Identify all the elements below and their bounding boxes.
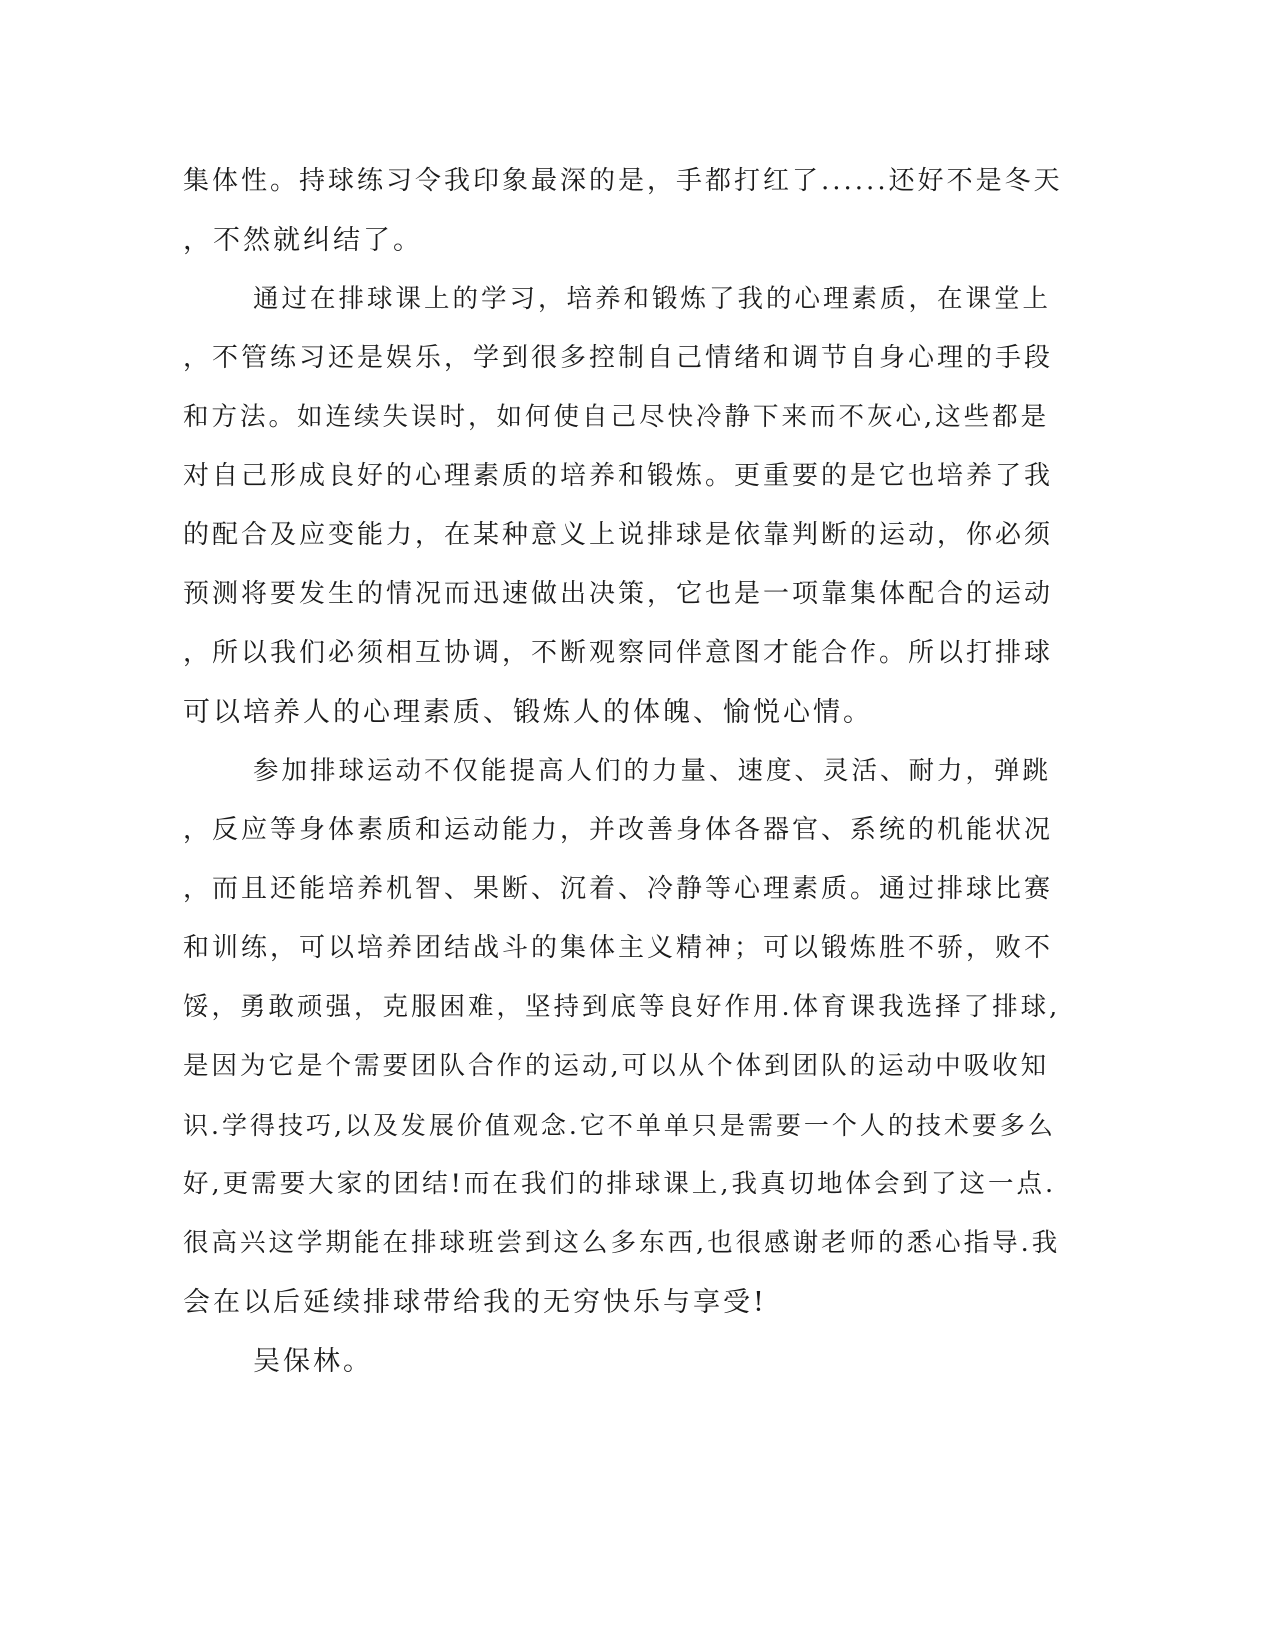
text-line: 会在以后延续排球带给我的无穷快乐与享受!	[183, 1287, 767, 1318]
text-line: 对自己形成良好的心理素质的培养和锻炼。更重要的是它也培养了我	[183, 461, 1054, 491]
text-line: 的配合及应变能力，在某种意义上说排球是依靠判断的运动，你必须	[183, 520, 1054, 550]
text-line: 好,更需要大家的团结!而在我们的排球课上,我真切地体会到了这一点.	[183, 1169, 1057, 1199]
text-line: 通过在排球课上的学习，培养和锻炼了我的心理素质，在课堂上	[253, 284, 1052, 314]
text-line: 和方法。如连续失误时，如何使自己尽快冷静下来而不灰心,这些都是	[183, 402, 1050, 432]
text-line: ，反应等身体素质和运动能力，并改善身体各器官、系统的机能状况	[183, 815, 1054, 845]
text-line: ，不管练习还是娱乐，学到很多控制自己情绪和调节自身心理的手段	[183, 343, 1054, 373]
text-line: 可以培养人的心理素质、锻炼人的体魄、愉悦心情。	[183, 697, 873, 728]
text-line: 很高兴这学期能在排球班尝到这么多东西,也很感谢老师的悉心指导.我	[183, 1228, 1061, 1258]
text-line: 是因为它是个需要团队合作的运动,可以从个体到团队的运动中吸收知	[183, 1051, 1050, 1081]
text-line: 识.学得技巧,以及发展价值观念.它不单单只是需要一个人的技术要多么	[183, 1111, 1056, 1140]
text-line: ，所以我们必须相互协调，不断观察同伴意图才能合作。所以打排球	[183, 638, 1054, 668]
document-body	[183, 152, 1063, 1391]
text-line: 集体性。持球练习令我印象最深的是，手都打红了......还好不是冬天	[183, 166, 1063, 196]
author-signature: 吴保林。	[253, 1346, 373, 1377]
text-line: ，而且还能培养机智、果断、沉着、冷静等心理素质。通过排球比赛	[183, 874, 1054, 904]
text-line: 预测将要发生的情况而迅速做出决策，它也是一项靠集体配合的运动	[183, 579, 1054, 609]
text-line: 馁，勇敢顽强，克服困难，坚持到底等良好作用.体育课我选择了排球,	[183, 992, 1061, 1022]
text-line: 和训练，可以培养团结战斗的集体主义精神；可以锻炼胜不骄，败不	[183, 933, 1054, 963]
text-line: ，不然就纠结了。	[183, 225, 423, 256]
text-line: 参加排球运动不仅能提高人们的力量、速度、灵活、耐力，弹跳	[253, 756, 1052, 786]
